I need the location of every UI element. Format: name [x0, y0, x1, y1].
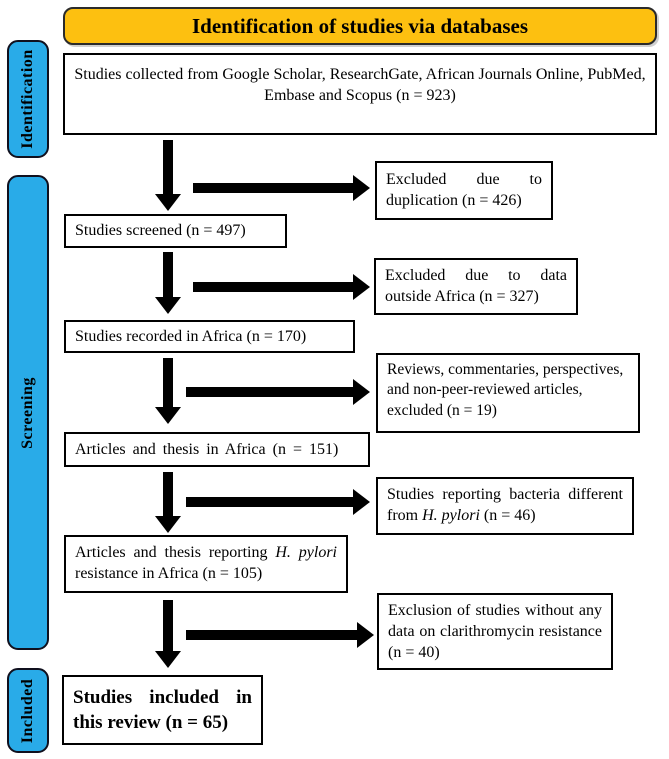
down-arrow-5	[155, 600, 181, 668]
box-studies-collected: Studies collected from Google Scholar, ResearchGate, African Journals Online, PubMed, Embase and Scopus (n = 923)	[63, 53, 657, 135]
stage-label-screening: Screening	[19, 376, 36, 449]
page-title: Identification of studies via databases	[63, 7, 657, 45]
box-articles-thesis: Articles and thesis in Africa (n = 151)	[64, 432, 370, 467]
down-arrow-3	[155, 358, 181, 424]
box-excluded-outside-africa: Excluded due to data outside Africa (n = 327)	[374, 258, 578, 315]
box-excluded-clarithromycin: Exclusion of studies without any data on clarithromycin resistance (n = 40)	[377, 593, 613, 670]
stage-tab-identification	[7, 40, 49, 158]
down-arrow-2	[155, 252, 181, 314]
stage-tab-included	[7, 668, 49, 753]
box-excluded-bacteria: Studies reporting bacteria different from H. pylori (n = 46)	[376, 477, 634, 535]
box-articles-reporting: Articles and thesis reporting H. pylori resistance in Africa (n = 105)	[64, 535, 348, 593]
down-arrow-1	[155, 140, 181, 211]
stage-tab-screening	[7, 175, 49, 650]
box-studies-included: Studies included in this review (n = 65)	[62, 675, 263, 745]
box-studies-screened: Studies screened (n = 497)	[64, 214, 287, 248]
right-arrow-4	[186, 489, 370, 515]
box-excluded-reviews: Reviews, commentaries, perspectives, and non-peer-reviewed articles, excluded (n = 19)	[376, 353, 640, 433]
down-arrow-4	[155, 472, 181, 533]
right-arrow-1	[193, 175, 370, 201]
box-excluded-duplication: Excluded due to duplication (n = 426)	[375, 161, 553, 220]
right-arrow-3	[186, 379, 370, 405]
stage-label-identification: Identification	[19, 49, 36, 149]
right-arrow-5	[186, 622, 374, 648]
box-studies-recorded: Studies recorded in Africa (n = 170)	[64, 320, 355, 353]
right-arrow-2	[193, 274, 370, 300]
stage-label-included: Included	[19, 678, 36, 743]
